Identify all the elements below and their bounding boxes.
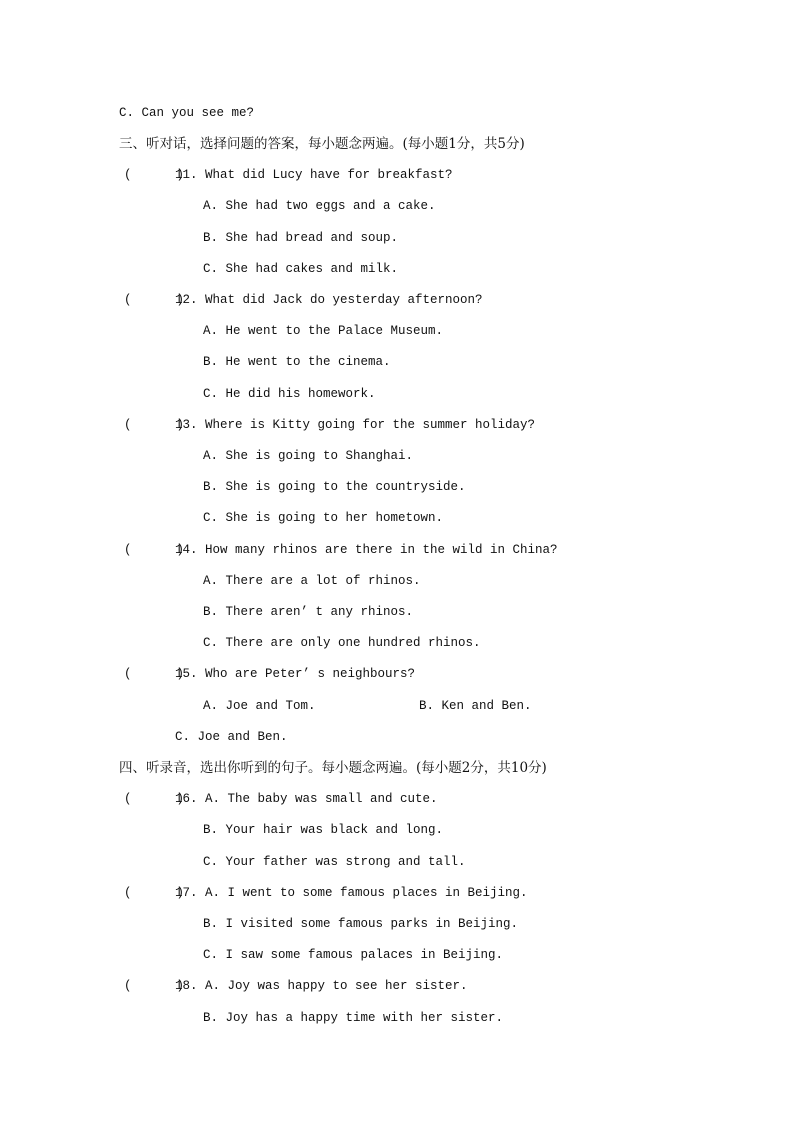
option: B. She had bread and soup. [203,231,399,245]
option: C. Joe and Ben. [175,730,288,744]
answer-blank[interactable]: ( ) [124,293,185,307]
answer-blank[interactable]: ( ) [124,979,185,993]
option: C. She had cakes and milk. [203,262,399,276]
question-stem: 17. A. I went to some famous places in Beijing. [175,886,528,900]
answer-blank[interactable]: ( ) [124,543,185,557]
option: B. Joy has a happy time with her sister. [203,1011,504,1025]
answer-blank[interactable]: ( ) [124,418,185,432]
option: B. There aren’ t any rhinos. [203,605,414,619]
option: A. She is going to Shanghai. [203,449,414,463]
option: B. He went to the cinema. [203,355,391,369]
option: B. Ken and Ben. [419,699,532,713]
question-stem: 12. What did Jack do yesterday afternoon? [175,293,483,307]
question-stem: 13. Where is Kitty going for the summer holiday? [175,418,536,432]
answer-blank[interactable]: ( ) [124,886,185,900]
option: C. He did his homework. [203,387,376,401]
answer-blank[interactable]: ( ) [124,667,185,681]
option: A. Joe and Tom. [203,699,316,713]
question-stem: 15. Who are Peter’ s neighbours? [175,667,416,681]
question-stem: 11. What did Lucy have for breakfast? [175,168,453,182]
option: C. Your father was strong and tall. [203,855,466,869]
option: A. There are a lot of rhinos. [203,574,421,588]
option: A. She had two eggs and a cake. [203,199,436,213]
question-stem: 16. A. The baby was small and cute. [175,792,438,806]
option: B. She is going to the countryside. [203,480,466,494]
option: C. I saw some famous palaces in Beijing. [203,948,504,962]
option: B. I visited some famous parks in Beijing. [203,917,519,931]
option: A. He went to the Palace Museum. [203,324,444,338]
question-stem: 14. How many rhinos are there in the wild in China? [175,543,558,557]
prev-option-c: C. Can you see me? [119,106,255,120]
option: C. She is going to her hometown. [203,511,444,525]
option: C. There are only one hundred rhinos. [203,636,481,650]
option: B. Your hair was black and long. [203,823,444,837]
answer-blank[interactable]: ( ) [124,792,185,806]
answer-blank[interactable]: ( ) [124,168,185,182]
question-stem: 18. A. Joy was happy to see her sister. [175,979,468,993]
section4-heading: 四、听录音，选出你听到的句子。每小题念两遍。(每小题2分，共10分) [119,760,547,776]
section3-heading: 三、听对话，选择问题的答案，每小题念两遍。(每小题1分，共5分) [119,136,525,152]
